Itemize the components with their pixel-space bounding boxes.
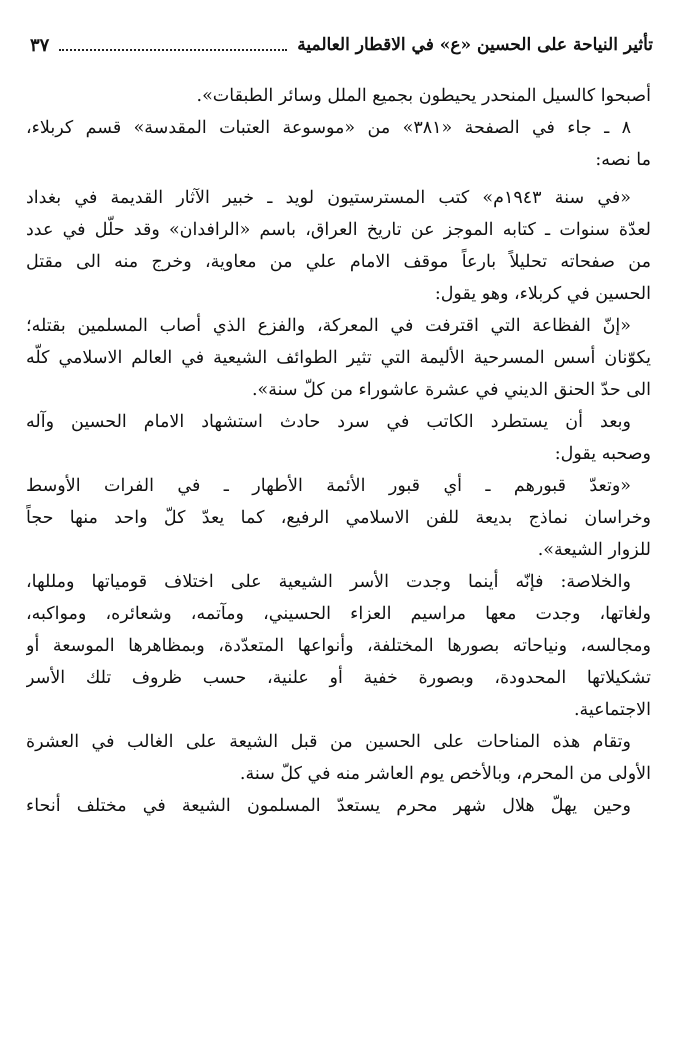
text-line: «وتعدّ قبورهم ـ أي قبور الأئمة الأطهار ـ في الفرات الأوسط — [26, 476, 631, 496]
page-header — [30, 30, 653, 60]
text-line: ومجالسه، ونياحاته بصورها المختلفة، وأنواعها المتعدّدة، وبمظاهرها الموسعة أو — [26, 636, 651, 656]
text-line: وبعد أن يستطرد الكاتب في سرد حادث استشهاد الامام الحسين وآله — [26, 412, 631, 432]
text-line: وصحبه يقول: — [554, 444, 651, 464]
text-line: «إنّ الفظاعة التي اقترفت في المعركة، والفزع الذي أصاب المسلمين بقتله؛ — [26, 316, 631, 336]
text-line: وحين يهلّ هلال شهر محرم يستعدّ المسلمون الشيعة في مختلف أنحاء — [26, 796, 631, 816]
text-line: «في سنة ١٩٤٣م» كتب المسترستيون لويد ـ خبير الآثار القديمة في بغداد — [26, 188, 631, 208]
text-line: ولغاتها، وجدت معها مراسيم العزاء الحسيني، ومآتمه، وشعائره، ومواكبه، — [26, 604, 651, 624]
running-title: تأثير النياحة على الحسين «ع» في الاقطار العالمية — [297, 35, 653, 55]
text-line: ٨ ـ جاء في الصفحة «٣٨١» من «موسوعة العتبات المقدسة» قسم كربلاء، — [26, 118, 631, 138]
text-line: للزوار الشيعة». — [537, 540, 651, 560]
text-line: يكوّنان أسس المسرحية الأليمة التي تثير الطوائف الشيعية في العالم الاسلامي كلّه — [26, 348, 651, 368]
text-line: الى حدّ الحنق الديني في عشرة عاشوراء من كلّ سنة». — [251, 380, 651, 400]
text-line: من صفحاته تحليلاً بارعاً موقف الامام علي من معاوية، وخرج منه الى مقتل — [26, 252, 651, 272]
page-number: ٣٧ — [30, 34, 50, 56]
dot-leader — [59, 39, 287, 51]
text-line: وخراسان نماذج بديعة للفن الاسلامي الرفيع، كما يعدّ كلّ واحد منها حجاً — [26, 508, 651, 528]
text-line: الأولى من المحرم، وبالأخص يوم العاشر منه في كلّ سنة. — [239, 764, 651, 784]
page-body — [26, 80, 651, 822]
text-line: وتقام هذه المناحات على الحسين من قبل الشيعة على الغالب في العشرة — [26, 732, 631, 752]
text-line: والخلاصة: فإنّه أينما وجدت الأسر الشيعية على اختلاف قومياتها ومللها، — [26, 572, 631, 592]
text-line: تشكيلاتها المحدودة، وبصورة خفية أو علنية، حسب ظروف تلك الأسر — [26, 668, 651, 688]
text-line: أصبحوا كالسيل المنحدر يحيطون بجميع الملل وسائر الطبقات». — [196, 86, 651, 106]
text-line: الاجتماعية. — [573, 700, 651, 720]
text-line: ما نصه: — [595, 150, 651, 170]
text-line: لعدّة سنوات ـ كتابه الموجز عن تاريخ العراق، باسم «الرافدان» وقد حلّل في عدد — [26, 220, 651, 240]
text-line: الحسين في كربلاء، وهو يقول: — [434, 284, 651, 304]
